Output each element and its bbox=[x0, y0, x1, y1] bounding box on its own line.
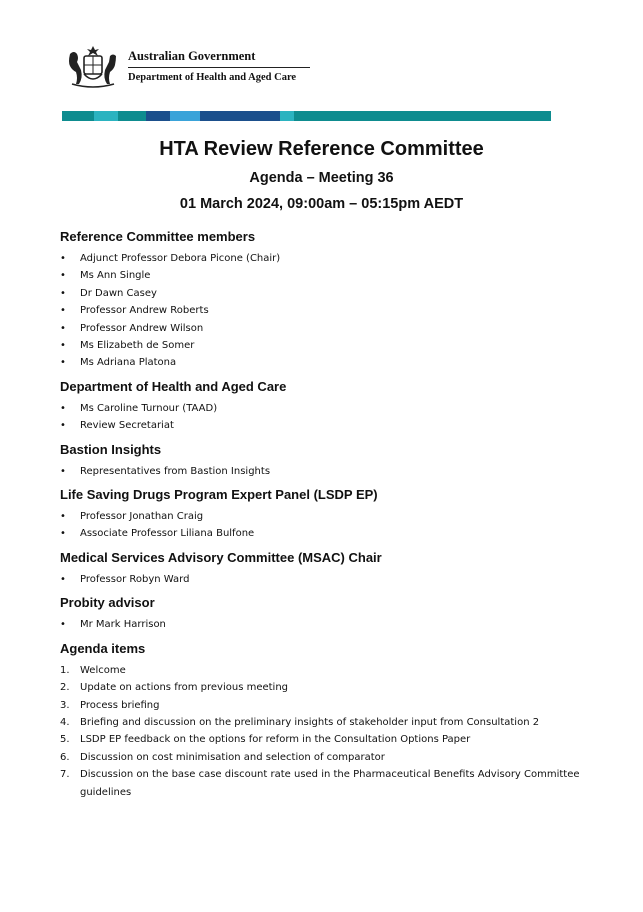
section-heading: Bastion Insights bbox=[60, 441, 162, 457]
section-heading: Probity advisor bbox=[60, 595, 155, 611]
list-item: • Adjunct Professor Debora Picone (Chair) bbox=[60, 253, 281, 264]
agenda-item: 1. Welcome bbox=[60, 664, 126, 676]
government-logo bbox=[62, 42, 312, 94]
list-item: • Mr Mark Harrison bbox=[60, 619, 166, 631]
section-heading: Agenda items bbox=[60, 640, 146, 656]
section-heading: Life Saving Drugs Program Expert Panel (LSDP EP) bbox=[60, 487, 378, 503]
list-item: • Professor Robyn Ward bbox=[60, 573, 190, 585]
list-item: • Ms Caroline Turnour (TAAD) bbox=[60, 402, 218, 414]
department-name: Department of Health and Aged Care bbox=[128, 72, 297, 83]
list-item: • Associate Professor Liliana Bulfone bbox=[60, 528, 255, 540]
section-msac bbox=[60, 549, 580, 588]
list-item: • Review Secretariat bbox=[60, 420, 174, 432]
page-title: HTA Review Reference Committee bbox=[159, 138, 484, 160]
section-agenda-items bbox=[60, 640, 580, 801]
agenda-item: 5. LSDP EP feedback on the options for reform in the Consultation Options Paper bbox=[60, 734, 471, 746]
list-item: • Ms Ann Single bbox=[60, 270, 151, 282]
section-members bbox=[60, 228, 580, 372]
list-item: • Professor Andrew Wilson bbox=[60, 322, 204, 334]
agenda-item: 6. Discussion on cost minimisation and selection of comparator bbox=[60, 751, 385, 763]
agenda-content bbox=[60, 228, 580, 807]
list-item: • Representatives from Bastion Insights bbox=[60, 465, 271, 477]
agenda-item: 2. Update on actions from previous meeting bbox=[60, 682, 289, 694]
list-item: • Ms Adriana Platona bbox=[60, 357, 177, 369]
agenda-item: 4. Briefing and discussion on the preliminary insights of stakeholder input from Consultation 2 bbox=[60, 716, 540, 728]
section-heading: Medical Services Advisory Committee (MSAC) Chair bbox=[60, 549, 382, 565]
section-heading: Department of Health and Aged Care bbox=[60, 378, 287, 394]
meeting-date: 01 March 2024, 09:00am – 05:15pm AEDT bbox=[179, 196, 464, 212]
header-color-stripe bbox=[62, 111, 551, 121]
section-bastion bbox=[60, 441, 580, 480]
list-item: • Ms Elizabeth de Somer bbox=[60, 340, 195, 352]
section-department bbox=[60, 378, 580, 435]
coat-of-arms-icon bbox=[62, 44, 124, 90]
agenda-item: 3. Process briefing bbox=[60, 699, 160, 711]
section-heading: Reference Committee members bbox=[60, 229, 256, 244]
section-probity bbox=[60, 594, 580, 633]
list-item: • Professor Andrew Roberts bbox=[60, 305, 209, 317]
government-name: Australian Government bbox=[128, 48, 310, 68]
meeting-subtitle: Agenda – Meeting 36 bbox=[249, 170, 394, 186]
list-item: • Professor Jonathan Craig bbox=[60, 511, 204, 523]
section-lsdp bbox=[60, 486, 580, 543]
agenda-item: 7. Discussion on the base case discount rate used in the Pharmaceutical Benefits Advisory Committee guidelines bbox=[60, 769, 580, 798]
list-item: • Dr Dawn Casey bbox=[60, 287, 157, 299]
